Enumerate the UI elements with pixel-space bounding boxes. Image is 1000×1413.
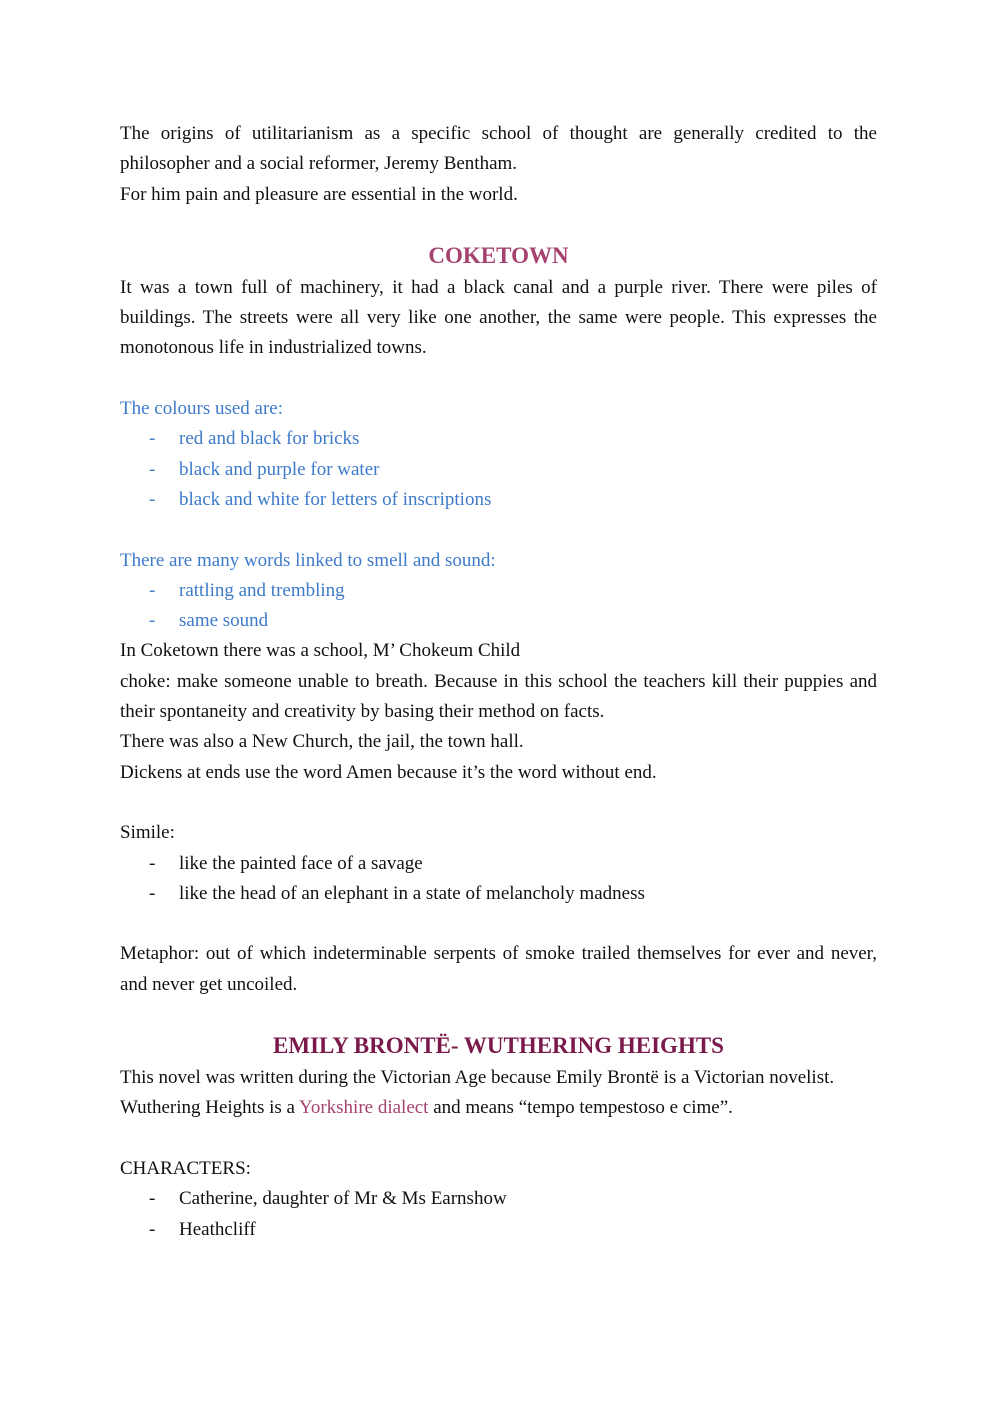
coketown-description: It was a town full of machinery, it had a black canal and a purple river. There were piles of buildings. The streets were all very like one another, the same were people. This expresses the monotonous life in industrialized towns. bbox=[120, 276, 877, 359]
list-item bbox=[120, 1184, 877, 1214]
colours-list bbox=[120, 424, 877, 515]
intro-paragraph: The origins of utilitarianism as a specific school of thought are generally credited to the philosopher and a social reformer, Jeremy Bentham. bbox=[120, 123, 877, 175]
words-intro: There are many words linked to smell and sound: bbox=[120, 549, 496, 571]
list-item-text: same sound bbox=[179, 610, 269, 632]
wuthering-paragraph: This novel was written during the Victorian Age because Emily Brontë is a Victorian novelist. bbox=[120, 1067, 835, 1089]
intro-paragraph-2: For him pain and pleasure are essential in the world. bbox=[120, 183, 518, 205]
text-run: Wuthering Heights is a bbox=[120, 1097, 299, 1119]
list-item bbox=[120, 485, 877, 515]
list-item-text: black and purple for water bbox=[179, 458, 380, 480]
dash-bullet: - bbox=[149, 1188, 156, 1210]
text-run: and means “tempo tempestoso e cime”. bbox=[428, 1097, 733, 1119]
dash-bullet: - bbox=[149, 882, 156, 904]
spacer bbox=[120, 364, 877, 394]
dash-bullet: - bbox=[149, 610, 156, 632]
list-item-text: black and white for letters of inscriptions bbox=[179, 488, 492, 510]
choke-sentence: choke: make someone unable to breath. Because in this school the teachers kill their puppies and their spontaneity and creativity by basing their method on facts. bbox=[120, 670, 877, 723]
spacer bbox=[120, 1124, 877, 1154]
list-item-text: Heathcliff bbox=[179, 1218, 256, 1240]
section-heading-coketown: COKETOWN bbox=[428, 242, 569, 268]
metaphor-sentence: Metaphor: out of which indeterminable serpents of smoke trailed themselves for ever and never, and never get uncoiled. bbox=[120, 943, 877, 995]
amen-sentence: Dickens at ends use the word Amen because it’s the word without end. bbox=[120, 761, 657, 783]
words-list bbox=[120, 576, 877, 637]
list-item bbox=[120, 576, 877, 606]
yorkshire-dialect-link[interactable]: Yorkshire dialect bbox=[299, 1097, 429, 1119]
simile-list bbox=[120, 849, 877, 910]
simile-label: Simile: bbox=[120, 822, 175, 844]
characters-label: CHARACTERS: bbox=[120, 1157, 251, 1179]
dash-bullet: - bbox=[149, 428, 156, 450]
list-item bbox=[120, 606, 877, 636]
spacer bbox=[120, 909, 877, 939]
list-item-text: red and black for bricks bbox=[179, 428, 360, 450]
characters-list bbox=[120, 1184, 877, 1245]
list-item bbox=[120, 1215, 877, 1245]
list-item bbox=[120, 879, 877, 909]
dash-bullet: - bbox=[149, 458, 156, 480]
list-item bbox=[120, 849, 877, 879]
dash-bullet: - bbox=[149, 852, 156, 874]
spacer bbox=[120, 788, 877, 818]
school-sentence: In Coketown there was a school, M’ Chokeum Child bbox=[120, 640, 521, 662]
document-page bbox=[120, 119, 877, 1245]
dash-bullet: - bbox=[149, 579, 156, 601]
section-heading-wuthering-heights: EMILY BRONTË- WUTHERING HEIGHTS bbox=[273, 1033, 724, 1059]
church-sentence: There was also a New Church, the jail, the town hall. bbox=[120, 731, 524, 753]
list-item-text: rattling and trembling bbox=[179, 579, 345, 601]
list-item bbox=[120, 424, 877, 454]
list-item bbox=[120, 455, 877, 485]
spacer bbox=[120, 515, 877, 545]
dash-bullet: - bbox=[149, 488, 156, 510]
list-item-text: like the head of an elephant in a state of melancholy madness bbox=[179, 882, 645, 904]
dash-bullet: - bbox=[149, 1218, 156, 1240]
wuthering-paragraph-2 bbox=[120, 1093, 877, 1123]
list-item-text: Catherine, daughter of Mr & Ms Earnshow bbox=[179, 1188, 507, 1210]
list-item-text: like the painted face of a savage bbox=[179, 852, 423, 874]
colours-intro: The colours used are: bbox=[120, 398, 284, 420]
